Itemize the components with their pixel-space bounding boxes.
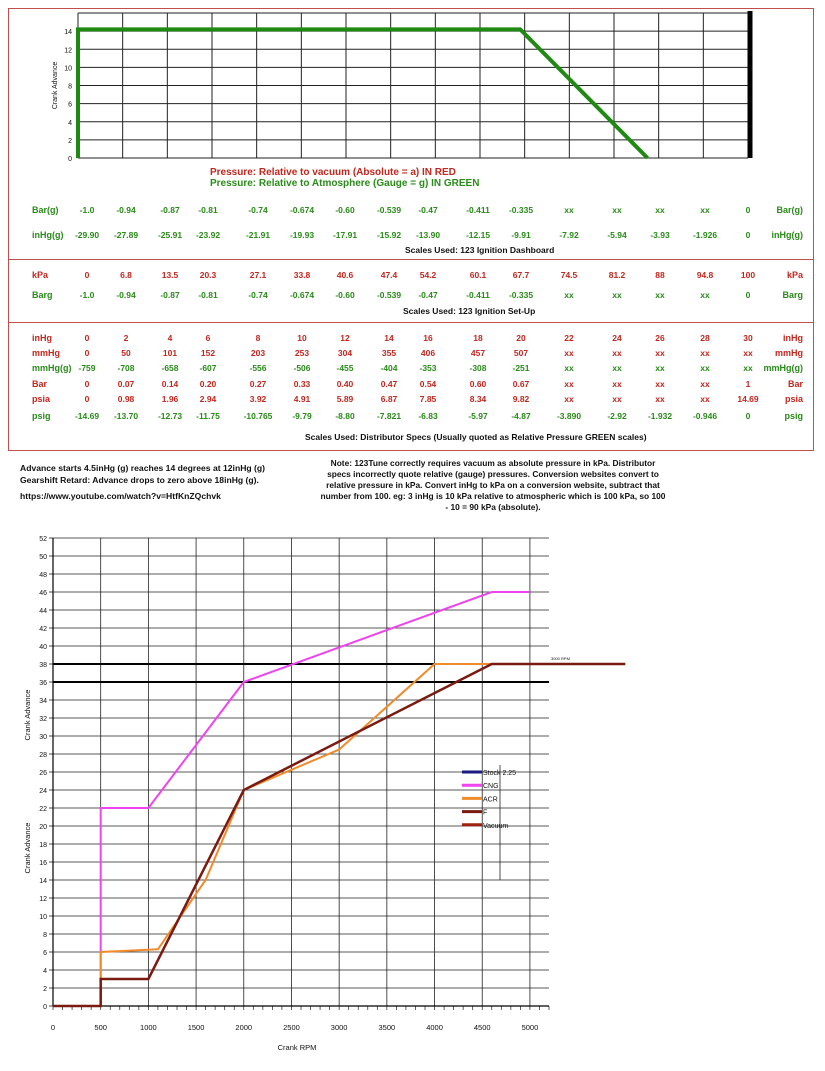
table3-cell: 1 [745, 379, 751, 389]
ytick-label: 16 [39, 860, 47, 867]
table2-cell: -0.81 [198, 290, 218, 300]
table3-cell: -0.946 [692, 411, 718, 421]
table3-cell: -658 [161, 363, 179, 373]
table3-cell: 0 [84, 333, 90, 343]
conversion-note: Note: 123Tune correctly requires vacuum as absolute pressure in kPa. Distributor specs incorrectly quote relative (gauge) pressures. Conversion websites convert to relative pressure in kPa. Convert inHg to kPa on a conversion website, subtract that number from 100. eg: 3 inHg is 10 kPa relative to atmospheric which is 100 kPa, so 100 - 10 = 90 kPa (absolute). [320, 458, 666, 512]
ytick-label: 44 [39, 608, 47, 615]
table3-cell: -5.97 [468, 411, 488, 421]
table3-row-label-right: mmHg(g) [763, 363, 803, 373]
table2-cell: -0.74 [248, 290, 268, 300]
table1-row-label: inHg(g) [32, 230, 64, 240]
table3-cell: 0.27 [249, 379, 267, 389]
table1-cell: -15.92 [376, 230, 402, 240]
table3-cell: -6.83 [418, 411, 438, 421]
top-ytick-label: 4 [68, 119, 72, 127]
legend-label: Vacuum [483, 822, 509, 830]
table3-row-label: psig [32, 411, 51, 421]
table3-cell: 253 [294, 348, 310, 358]
table3-row-label: mmHg [32, 348, 61, 358]
table3-cell: 16 [423, 333, 433, 343]
table3-cell: -11.75 [196, 411, 220, 421]
table1-row-label: Bar(g) [32, 205, 59, 215]
ytick-label: 40 [39, 644, 47, 651]
table3-cell: xx [612, 348, 622, 358]
table3-row-label: inHg [32, 333, 52, 343]
table3-cell: 304 [337, 348, 353, 358]
top-ytick-label: 10 [64, 65, 72, 73]
table3-row-label-right: psig [784, 411, 803, 421]
table1-cell: -0.94 [116, 205, 136, 215]
table3-cell: 18 [473, 333, 483, 343]
table3-cell: 101 [162, 348, 178, 358]
table1-cell: -0.81 [198, 205, 218, 215]
table2-cell: 27.1 [249, 270, 267, 280]
table2-cell: 94.8 [696, 270, 714, 280]
table3-cell: 0.54 [419, 379, 437, 389]
table1-cell: -0.539 [376, 205, 402, 215]
table3-cell: 12 [340, 333, 350, 343]
table3-cell: xx [655, 394, 665, 404]
table2-cell: -0.87 [160, 290, 180, 300]
table2-cell: 67.7 [512, 270, 530, 280]
table2-cell: 20.3 [199, 270, 217, 280]
table3-row-label: mmHg(g) [32, 363, 72, 373]
table2-cell: xx [612, 290, 622, 300]
table3-cell: -12.73 [157, 411, 183, 421]
table1-cell: -21.91 [245, 230, 271, 240]
table3-cell: xx [564, 394, 574, 404]
x-axis-label: Crank RPM [277, 1043, 317, 1052]
ytick-label: 18 [39, 842, 47, 849]
table3-cell: -404 [380, 363, 398, 373]
ytick-label: 4 [43, 968, 47, 975]
table3-cell: -2.92 [607, 411, 627, 421]
table3-cell: 0 [84, 348, 90, 358]
table3-cell: 22 [564, 333, 574, 343]
table1-cell: -27.89 [113, 230, 139, 240]
table1-caption: Scales Used: 123 Ignition Dashboard [405, 245, 555, 255]
xtick-label: 2000 [235, 1023, 253, 1032]
table2-cell: -0.411 [466, 290, 490, 300]
table1-cell: xx [564, 205, 574, 215]
table3-cell: 406 [420, 348, 436, 358]
table3-cell: 8 [255, 333, 261, 343]
table3-cell: 1.96 [161, 394, 179, 404]
ytick-label: 50 [39, 554, 47, 561]
series-f [53, 664, 625, 1006]
table3-cell: 0.47 [380, 379, 398, 389]
table1-cell: -1.926 [692, 230, 718, 240]
table1-cell: -12.15 [465, 230, 491, 240]
table3-cell: -308 [469, 363, 487, 373]
ytick-label: 12 [39, 896, 47, 903]
ytick-label: 2 [43, 986, 47, 993]
ytick-label: 32 [39, 716, 47, 723]
top-ytick-label: 2 [68, 137, 72, 145]
table3-cell: -4.87 [511, 411, 531, 421]
table2-cell: 6.8 [120, 270, 132, 280]
table1-cell: -0.60 [335, 205, 355, 215]
table3-cell: xx [655, 363, 665, 373]
table3-cell: 24 [612, 333, 622, 343]
table2-cell: 40.6 [336, 270, 354, 280]
table3-cell: 0.14 [161, 379, 179, 389]
table3-cell: 14 [384, 333, 394, 343]
table3-cell: 6 [205, 333, 211, 343]
ytick-label: 6 [43, 950, 47, 957]
ytick-label: 46 [39, 590, 47, 597]
table2-row-label-right: Barg [782, 290, 803, 300]
legend-label: Stock 2.25 [483, 770, 517, 777]
pressure-note-green: Pressure: Relative to Atmosphere (Gauge = g) IN GREEN [210, 178, 480, 189]
xtick-label: 5000 [521, 1023, 539, 1032]
pressure-note-red: Pressure: Relative to vacuum (Absolute = a) IN RED [210, 167, 456, 178]
table3-cell: -556 [249, 363, 267, 373]
table3-cell: xx [655, 379, 665, 389]
table1-cell: -0.674 [289, 205, 315, 215]
table3-cell: xx [564, 379, 574, 389]
xtick-label: 2500 [283, 1023, 300, 1032]
ytick-label: 20 [39, 824, 47, 831]
table1-cell: 0 [745, 230, 751, 240]
table2-cell: 54.2 [419, 270, 437, 280]
ytick-label: 28 [39, 752, 47, 759]
table3-cell: -251 [512, 363, 530, 373]
table2-cell: xx [655, 290, 665, 300]
legend-label: ACR [483, 796, 498, 804]
table3-cell: 0.60 [469, 379, 487, 389]
table3-cell: 26 [655, 333, 665, 343]
ytick-label: 14 [39, 878, 47, 885]
table3-cell: 10 [297, 333, 307, 343]
advance-note-line2: Gearshift Retard: Advance drops to zero above 18inHg (g). [20, 475, 259, 485]
table2-row-label-right: kPa [786, 270, 803, 280]
ytick-label: 38 [39, 662, 47, 669]
table2-cell: -0.94 [116, 290, 136, 300]
table2-cell: -0.335 [508, 290, 534, 300]
table3-cell: -353 [419, 363, 437, 373]
table3-cell: 0.33 [293, 379, 311, 389]
hline-label: 3000 RPM [551, 656, 570, 661]
table3-cell: 0 [84, 394, 90, 404]
table1-cell: -23.92 [195, 230, 221, 240]
ytick-label: 42 [39, 626, 47, 633]
table3-cell: xx [700, 348, 710, 358]
table3-cell: 4.91 [293, 394, 311, 404]
table3-cell: 2.94 [199, 394, 217, 404]
table1-cell: 0 [745, 205, 751, 215]
table2-cell: 33.8 [293, 270, 311, 280]
table3-cell: -8.80 [335, 411, 355, 421]
ytick-label: 36 [39, 680, 47, 687]
table3-cell: 3.92 [249, 394, 267, 404]
ytick-label: 8 [43, 932, 47, 939]
table3-row-label-right: mmHg [774, 348, 803, 358]
ytick-label: 52 [39, 536, 47, 543]
table3-row-label: Bar [32, 379, 48, 389]
table1-cell: -1.0 [79, 205, 95, 215]
table3-cell: -10.765 [243, 411, 273, 421]
advance-note-line1: Advance starts 4.5inHg (g) reaches 14 degrees at 12inHg (g) [20, 463, 266, 473]
top-ytick-label: 6 [68, 101, 72, 109]
table1-row-label-right: inHg(g) [771, 230, 803, 240]
table1-cell: -0.411 [466, 205, 490, 215]
table3-row-label-right: psia [784, 394, 803, 404]
table3-cell: 507 [513, 348, 529, 358]
table1-cell: -17.91 [332, 230, 358, 240]
table1-cell: -0.47 [418, 205, 438, 215]
table3-cell: xx [743, 363, 753, 373]
table3-cell: -7.821 [376, 411, 402, 421]
table3-cell: 0.40 [336, 379, 354, 389]
ytick-label: 0 [43, 1004, 47, 1011]
table2-row-label: Barg [32, 290, 53, 300]
table3-cell: 0 [745, 411, 751, 421]
table1-cell: -0.74 [248, 205, 268, 215]
table1-cell: xx [700, 205, 710, 215]
table2-cell: 47.4 [380, 270, 398, 280]
xtick-label: 500 [94, 1023, 107, 1032]
table2-cell: xx [700, 290, 710, 300]
table3-cell: 28 [700, 333, 710, 343]
xtick-label: 1000 [140, 1023, 157, 1032]
table3-cell: 5.89 [336, 394, 354, 404]
xtick-label: 3500 [378, 1023, 396, 1032]
ytick-label: 30 [39, 734, 47, 741]
table3-cell: -506 [293, 363, 311, 373]
table3-cell: 20 [516, 333, 526, 343]
table2-cell: 74.5 [560, 270, 578, 280]
ytick-label: 26 [39, 770, 47, 777]
youtube-link[interactable]: https://www.youtube.com/watch?v=HtfKnZQchvk [20, 491, 221, 501]
top-ytick-label: 12 [64, 47, 72, 55]
table3-row-label-right: Bar [787, 379, 803, 389]
table3-cell: xx [612, 394, 622, 404]
ytick-label: 10 [39, 914, 47, 921]
table3-cell: -14.69 [74, 411, 100, 421]
table3-cell: xx [743, 348, 753, 358]
table1-cell: -9.91 [511, 230, 531, 240]
table2-cell: 0 [84, 270, 90, 280]
table3-cell: 0.98 [117, 394, 135, 404]
ytick-label: 24 [39, 788, 47, 795]
table3-cell: xx [612, 379, 622, 389]
legend-label: CNG [483, 783, 499, 791]
table1-cell: -19.93 [289, 230, 315, 240]
table3-cell: -455 [336, 363, 354, 373]
top-ylabel: Crank Advance [52, 61, 59, 110]
table2-caption: Scales Used: 123 Ignition Set-Up [403, 306, 536, 316]
table3-cell: 355 [381, 348, 397, 358]
xtick-label: 4500 [473, 1023, 491, 1032]
table3-cell: xx [655, 348, 665, 358]
advance-note [20, 462, 265, 502]
xtick-label: 0 [50, 1023, 56, 1032]
table1-cell: -29.90 [74, 230, 100, 240]
table3-cell: xx [700, 394, 710, 404]
table1-cell: -3.93 [650, 230, 670, 240]
table3-cell: 152 [200, 348, 216, 358]
xtick-label: 3000 [330, 1023, 348, 1032]
table3-cell: 30 [743, 333, 753, 343]
ytick-label: 34 [39, 698, 47, 705]
table3-cell: -607 [199, 363, 217, 373]
table2-cell: 60.1 [469, 270, 487, 280]
table3-cell: 457 [470, 348, 486, 358]
table3-row-label-right: inHg [783, 333, 803, 343]
table3-cell: 9.82 [512, 394, 530, 404]
y-axis-label-secondary: Crank Advance [23, 822, 32, 874]
table3-row-label: psia [32, 394, 51, 404]
table3-cell: 2 [123, 333, 129, 343]
table3-cell: 8.34 [469, 394, 487, 404]
table1-row-label-right: Bar(g) [776, 205, 803, 215]
table3-cell: 14.69 [737, 394, 759, 404]
table3-cell: xx [564, 348, 574, 358]
ytick-label: 22 [39, 806, 47, 813]
table3-cell: xx [700, 379, 710, 389]
table2-cell: -1.0 [79, 290, 95, 300]
table2-cell: 13.5 [161, 270, 179, 280]
legend-label: F [483, 809, 488, 817]
table3-cell: 0.67 [512, 379, 530, 389]
table1-cell: -25.91 [157, 230, 183, 240]
table3-cell: 0 [84, 379, 90, 389]
table3-cell: 6.87 [380, 394, 398, 404]
table1-cell: -7.92 [559, 230, 579, 240]
table3-cell: -3.890 [556, 411, 582, 421]
xtick-label: 1500 [187, 1023, 205, 1032]
table3-cell: 50 [121, 348, 131, 358]
table3-cell: 7.85 [419, 394, 437, 404]
table3-cell: xx [564, 363, 574, 373]
table1-cell: xx [612, 205, 622, 215]
table2-cell: -0.539 [376, 290, 402, 300]
table3-cell: -708 [117, 363, 135, 373]
table3-cell: 0.07 [117, 379, 135, 389]
table1-cell: xx [655, 205, 665, 215]
series-cng [53, 592, 530, 1006]
table3-cell: 4 [167, 333, 173, 343]
table3-cell: -1.932 [647, 411, 673, 421]
table3-cell: -759 [78, 363, 96, 373]
table3-cell: 0.20 [199, 379, 217, 389]
ytick-label: 48 [39, 572, 47, 579]
table3-caption: Scales Used: Distributor Specs (Usually quoted as Relative Pressure GREEN scales) [305, 432, 647, 442]
table1-cell: -0.335 [508, 205, 534, 215]
table2-cell: -0.674 [289, 290, 315, 300]
table2-cell: 0 [745, 290, 751, 300]
top-ytick-label: 14 [64, 29, 72, 37]
table2-cell: 88 [655, 270, 665, 280]
top-ytick-label: 0 [68, 156, 72, 163]
table1-box [8, 8, 814, 260]
table3-cell: 203 [250, 348, 266, 358]
table2-cell: 100 [740, 270, 756, 280]
series-acr [53, 664, 530, 1006]
table3-cell: -9.79 [292, 411, 312, 421]
y-axis-label: Crank Advance [23, 689, 32, 741]
table2-cell: xx [564, 290, 574, 300]
table3-cell: -13.70 [113, 411, 139, 421]
table1-cell: -5.94 [607, 230, 627, 240]
table2-cell: -0.60 [335, 290, 355, 300]
top-ytick-label: 8 [68, 83, 72, 91]
table3-cell: xx [700, 363, 710, 373]
table2-row-label: kPa [32, 270, 49, 280]
xtick-label: 4000 [426, 1023, 443, 1032]
table3-cell: xx [612, 363, 622, 373]
table2-cell: 81.2 [608, 270, 626, 280]
table1-cell: -13.90 [415, 230, 441, 240]
table2-cell: -0.47 [418, 290, 438, 300]
table1-cell: -0.87 [160, 205, 180, 215]
